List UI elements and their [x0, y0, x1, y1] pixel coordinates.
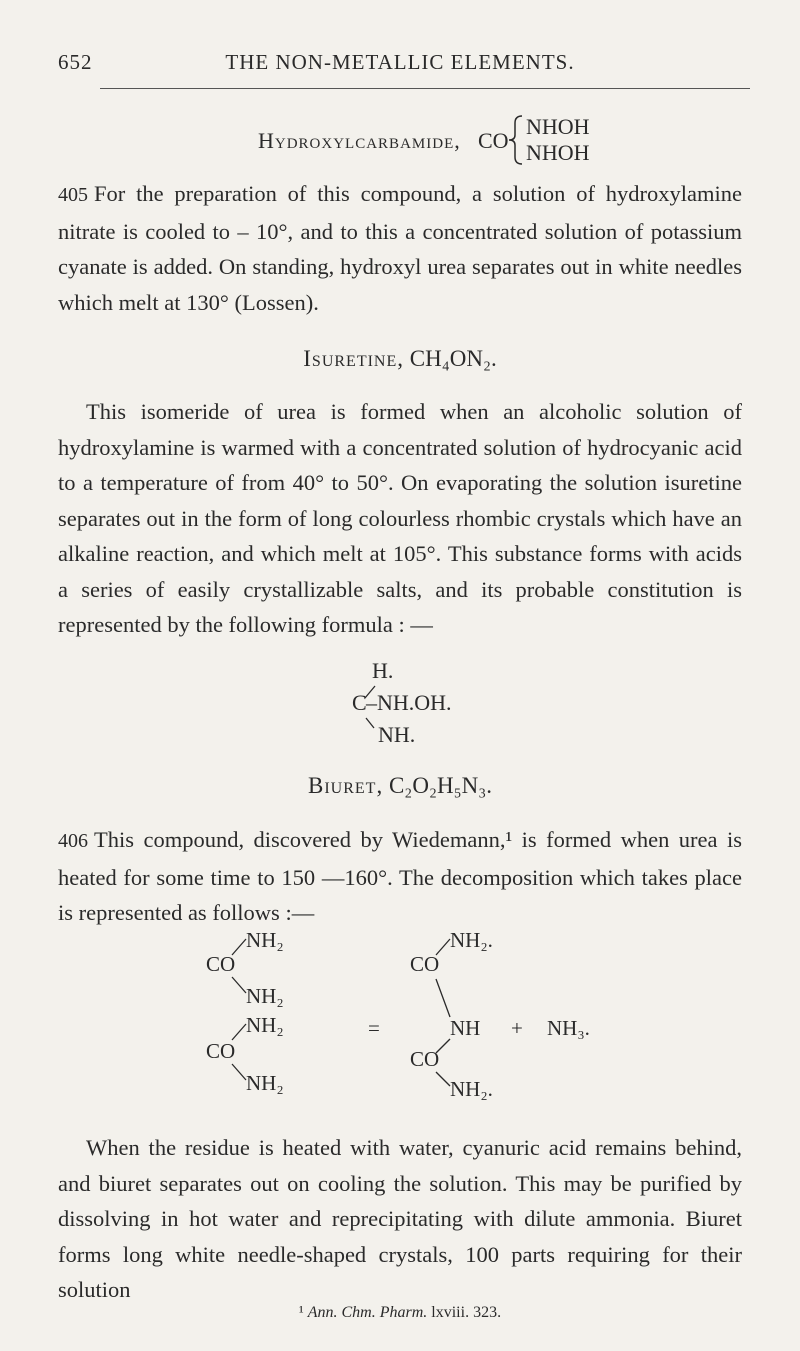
bond	[232, 1064, 246, 1080]
paragraph-number: 405	[58, 184, 88, 206]
plus-sign: +	[511, 1016, 523, 1040]
formula-top: NHOH	[526, 114, 590, 139]
footnote-journal: Ann. Chm. Pharm.	[307, 1304, 428, 1321]
isuretine-formula: CH₄ON₂.	[409, 346, 497, 371]
left-nh2-third: NH₂	[246, 1013, 284, 1037]
running-title: THE NON-METALLIC ELEMENTS.	[225, 50, 575, 74]
footnote	[0, 1304, 800, 1322]
page-header	[58, 50, 742, 80]
paragraph-406	[58, 822, 742, 931]
ammonia: NH₃.	[547, 1016, 590, 1040]
paragraph-isuretine: This isomeride of urea is formed when an alcoholic solution of hydroxylamine is warmed with a concentrated solution of hydrocyanic acid to a temperature of from 40° to 50°. On evaporating the solution isuretine separates out in the form of long colourless rhombic crystals which have an alkaline reaction, and which melt at 105°. This substance forms with acids a series of easily crystallizable salts, and its probable constitution is represented by the following formula : —	[58, 399, 742, 637]
footnote-ref: lxviii. 323.	[431, 1304, 502, 1321]
biuret-equation	[0, 925, 800, 1135]
paragraph-text: This compound, discovered by Wiedemann,¹ is formed when urea is heated for some time to 150 —160°. The decomposition which takes place is represented as follows :—	[58, 827, 742, 925]
structure-top: H.	[372, 658, 394, 683]
left-co-bottom: CO	[206, 1039, 236, 1063]
paragraph-405	[58, 176, 742, 320]
paragraph-number: 406	[58, 830, 88, 852]
biuret-heading	[0, 773, 800, 799]
hydroxylcarbamide-heading	[0, 108, 800, 168]
bond	[232, 1024, 246, 1040]
hydroxylcarbamide-name: Hydroxylcarbamide,	[258, 128, 461, 153]
structure-middle: –NH.OH.	[366, 690, 452, 715]
structure-bottom: NH.	[378, 722, 416, 746]
structure-c: C	[352, 690, 367, 715]
paragraph-text: For the preparation of this compound, a solution of hydroxylamine nitrate is cooled to – 10°, and to this a concentrated solution of potassium cyanate is added. On standing, hydroxyl urea separates out in white needles which melt at 130° (Lossen).	[58, 181, 742, 315]
isuretine-structure	[0, 656, 800, 746]
bond-down	[366, 718, 374, 728]
right-co-top: CO	[410, 952, 440, 976]
header-rule	[100, 88, 750, 89]
left-nh2-second: NH₂	[246, 984, 284, 1008]
left-nh2-top: NH₂	[246, 928, 284, 952]
page-number: 652	[58, 50, 93, 74]
paragraph-when: When the residue is heated with water, cyanuric acid remains behind, and biuret separates out on cooling the solution. This may be purified by dissolving in hot water and reprecipitating with dilute ammonia. Biuret forms long white needle-shaped crystals, 100 parts requiring for their solution	[58, 1135, 742, 1302]
right-nh2-bottom: NH₂.	[450, 1077, 493, 1101]
biuret-formula: C₂O₂H₅N₃.	[388, 773, 492, 798]
left-co-top: CO	[206, 952, 236, 976]
bond	[436, 979, 450, 1017]
biuret-name: Biuret,	[308, 773, 384, 798]
right-nh: NH	[450, 1016, 481, 1040]
isuretine-name: Isuretine,	[303, 346, 405, 371]
footnote-marker: ¹	[298, 1304, 304, 1321]
equals-sign: =	[368, 1016, 380, 1040]
left-nh2-bottom: NH₂	[246, 1071, 284, 1095]
right-nh2-top: NH₂.	[450, 928, 493, 952]
formula-co: CO	[478, 128, 509, 153]
bond	[436, 1072, 450, 1086]
right-co-bottom: CO	[410, 1047, 440, 1071]
formula-bottom: NHOH	[526, 140, 590, 165]
isuretine-heading	[0, 346, 800, 372]
bond	[232, 977, 246, 993]
curly-brace	[509, 116, 522, 164]
hydroxylcarbamide-formula	[0, 108, 800, 168]
